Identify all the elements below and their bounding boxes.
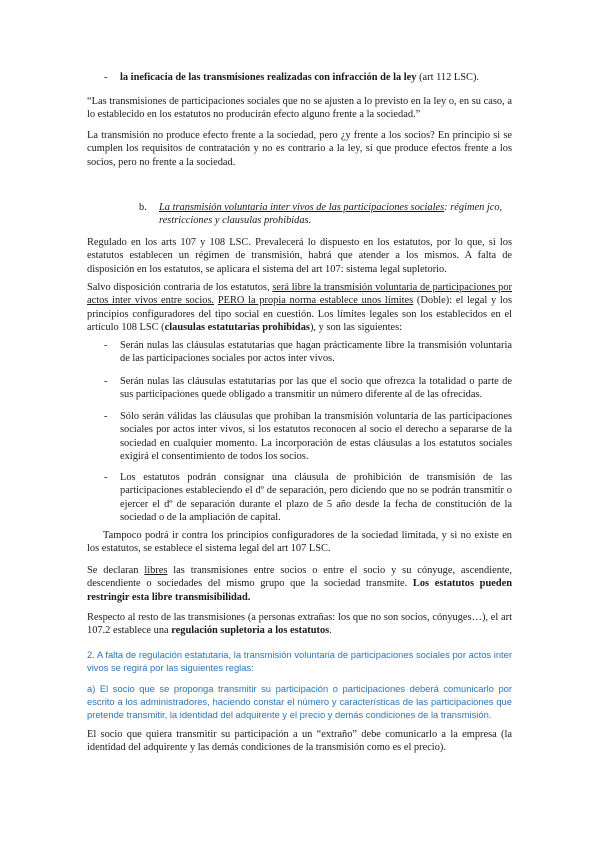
underlined-text: PERO la propia norma establece unos límites (217, 295, 414, 307)
text-run: Respecto al resto de las transmisiones (a personas extrañas: los que no son socios, cónyuges…), el art 107.2 establece una (87, 612, 512, 637)
paragraph-extrano: El socio que quiera transmitir su participación a un “extraño” debe comunicarlo a la empresa (la identidad del adquirente y las demás condiciones de la transmisión como es el precio). (87, 729, 512, 754)
list-item: Los estatutos podrán consignar una cláusula de prohibición de transmisión de las participaciones estableciendo el dº de separación, pero diciendo que no se podrán transmitir o ejercer el dº de separación durante el plazo de 5 año desde la fecha de constitución de la sociedad o de la ampliación de capital. (120, 472, 512, 524)
underlined-text: libres (144, 565, 168, 576)
list-item: Serán nulas las cláusulas estatutarias que hagan prácticamente libre la transmisión voluntaria de las participaciones sociales por actos inter vivos. (120, 340, 512, 365)
text-run: Se declaran (87, 565, 145, 576)
quote-paragraph: “Las transmisiones de participaciones sociales que no se ajusten a lo previsto en la ley o, en su caso, a lo establecido en los estatutos no producirán efecto alguno frente a la sociedad.” (87, 96, 512, 121)
text-run: . (329, 625, 332, 637)
paragraph-respecto (87, 611, 512, 638)
paragraph-efectos: La transmisión no produce efecto frente a la sociedad, pero ¿y frente a los socios? En principio si se cumplen los requisitos de contratación y no es contrario a la ley, sí que produce efectos frente a los socios, pero no frente a la sociedad. (87, 130, 512, 168)
text-run: (art 112 LSC). (416, 72, 480, 83)
list-dash: - (104, 472, 108, 483)
list-dash: - (104, 411, 108, 422)
bold-text: clausulas estatutarias prohibidas (164, 322, 310, 334)
underlined-text: será libre la transmisión voluntaria de participaciones por actos inter vivos entre socios. (87, 282, 512, 307)
text-run: (Doble): el legal y los principios configuradores del tipo social en cuestión. Los límites legales son los establecidos en el artículo 108 LSC ( (87, 295, 512, 334)
list-item: Serán nulas las cláusulas estatutarias por las que el socio que ofrezca la totalidad o parte de sus participaciones quede obligado a transmitir un número diferente al de las ofrecidas. (120, 376, 512, 401)
heading-rest: : régimen jco, restricciones y clausulas prohibidas. (159, 202, 503, 227)
paragraph-regulado: Regulado en los arts 107 y 108 LSC. Prevalecerá lo dispuesto en los estatutos, por lo que, si los estatutos establecen un régimen de transmisión, habrá que atender a los mismos. A falta de disposición en los estatutos, se aplicara el sistema del art 107: sistema legal supletorio. (87, 237, 512, 275)
list-item: Sólo serán válidas las cláusulas que prohíban la transmisión voluntaria de las participaciones sociales por actos inter vivos, si los estatutos reconocen al socio el derecho a separarse de la sociedad en cualquier momento. La incorporación de estas cláusulas a los estatutos sociales exigirá el consentimiento de todos los socios. (120, 411, 512, 463)
bold-text: la ineficacia de las transmisiones realizadas con infracción de la ley (120, 72, 417, 83)
heading-underlined: La transmisión voluntaria inter vivos de las participaciones sociales (159, 202, 445, 213)
paragraph-libres (87, 564, 512, 604)
legal-quote-2: 2. A falta de regulación estatutaria, la transmisión voluntaria de participaciones sociales por actos inter vivos se regirá por las siguientes reglas: (87, 649, 512, 673)
paragraph-ineficacia (120, 71, 510, 84)
text-run: Salvo disposición contraria de los estatutos, (87, 282, 273, 293)
paragraph-tampoco: Tampoco podrá ir contra los principios configuradores de la sociedad limitada, y si no existe en los estatutos, se establece el sistema legal del art 107 LSC. (87, 530, 512, 555)
bold-text: regulación supletoria a los estatutos (171, 625, 330, 637)
text-run: las transmisiones entre socios o entre el socio y su cónyuge, ascendiente, descendiente o sociedades del mismo grupo que la sociedad transmite. (87, 565, 512, 590)
section-heading-b (159, 201, 516, 228)
list-dash: - (104, 340, 108, 351)
list-dash: - (104, 72, 108, 83)
legal-quote-a: a) El socio que se proponga transmitir su participación o participaciones deberá comunicarlo por escrito a los administradores, haciendo constar el número y características de las participaciones que pretende transmitir, la identidad del adquirente y el precio y demás condiciones de la transmisión. (87, 683, 512, 720)
text-run: ), y son las siguientes: (309, 322, 403, 334)
list-dash: - (104, 376, 108, 387)
heading-letter: b. (139, 202, 147, 213)
paragraph-salvo (87, 281, 512, 335)
bold-text: Los estatutos pueden restringir esta libre transmisibilidad. (87, 578, 513, 603)
